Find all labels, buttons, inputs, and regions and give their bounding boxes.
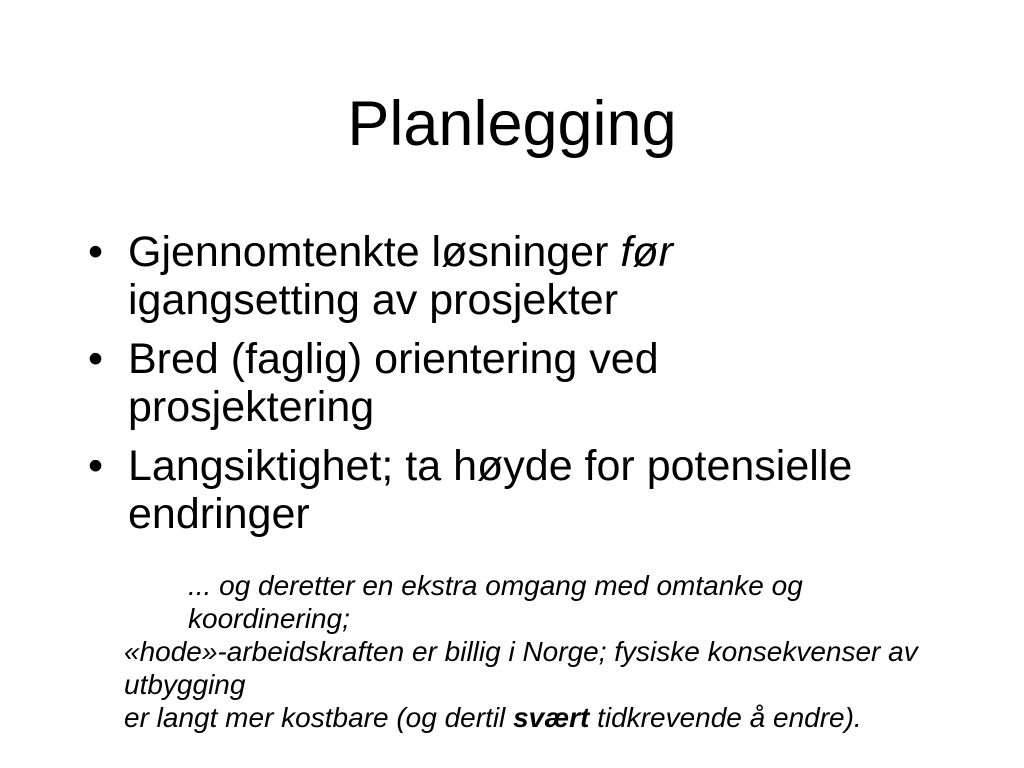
bullet-line xyxy=(128,383,659,431)
footnote-segment: «hode»-arbeidskraften er billig i Norge; fysiske konsekvenser av utbygging xyxy=(124,636,918,700)
footnote-line xyxy=(124,635,954,701)
footnote xyxy=(124,569,954,734)
bullet-item xyxy=(88,335,968,431)
footnote-line xyxy=(124,701,954,734)
bullet-text xyxy=(128,335,659,431)
bullet-line xyxy=(128,442,852,490)
footnote-line xyxy=(124,569,954,635)
bullet-segment: endringer xyxy=(128,490,310,538)
bullet-segment: Langsiktighet; ta høyde for potensielle xyxy=(128,442,853,490)
bullet-segment: prosjektering xyxy=(128,383,375,431)
bullet-text xyxy=(128,442,852,538)
footnote-segment: ... og deretter en ekstra omgang med omtanke og koordinering; xyxy=(188,570,803,634)
bullet-marker: • xyxy=(88,335,104,383)
bullet-segment-italic: før xyxy=(620,228,673,276)
bullet-line xyxy=(128,335,659,383)
bullet-segment: Gjennomtenkte løsninger xyxy=(128,228,621,276)
bullet-list xyxy=(88,228,968,549)
bullet-item xyxy=(88,228,968,324)
footnote-segment-bold: svært xyxy=(513,702,590,733)
bullet-marker: • xyxy=(88,442,104,490)
bullet-segment: igangsetting av prosjekter xyxy=(128,276,619,324)
bullet-text xyxy=(128,228,673,324)
slide-title: Planlegging xyxy=(347,89,677,159)
footnote-segment: er langt mer kostbare (og dertil xyxy=(124,702,514,733)
bullet-item xyxy=(88,442,968,538)
bullet-segment: Bred (faglig) orientering ved xyxy=(128,335,659,383)
bullet-marker: • xyxy=(88,228,104,276)
bullet-line xyxy=(128,276,673,324)
bullet-line xyxy=(128,490,852,538)
footnote-segment: tidkrevende å endre). xyxy=(589,702,862,733)
bullet-line xyxy=(128,228,673,276)
